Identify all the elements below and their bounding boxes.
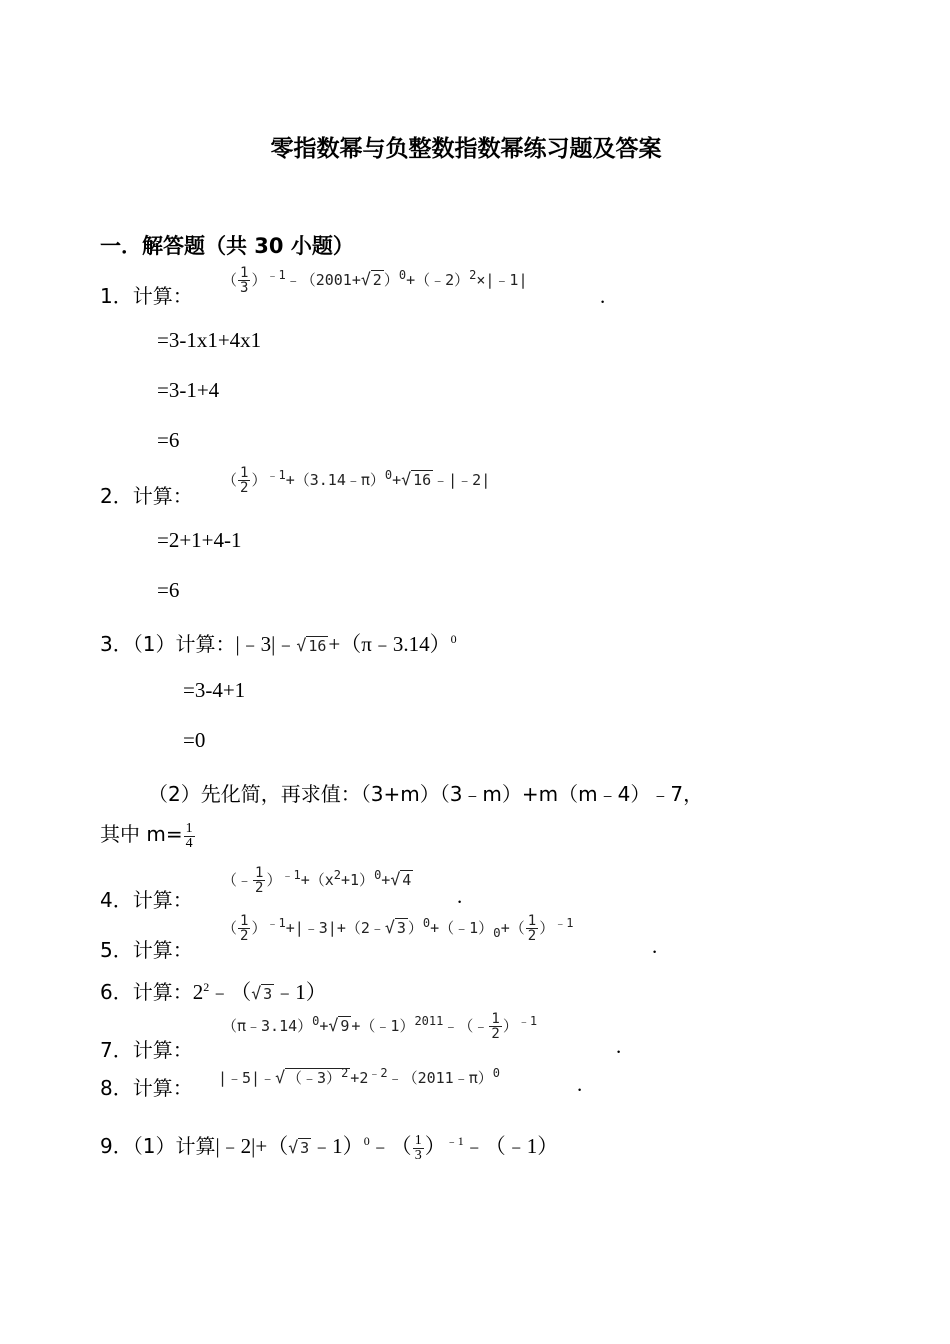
- problem-number: 5．计算：: [100, 938, 193, 962]
- problem-1-expression: （ $\frac{1}{3}$ ）$^{﹣1}$﹣（2001+√ 2 ）$^0$+（﹣2）$^2$×|﹣1|: [222, 265, 528, 296]
- problem-number: 9．（1）计算: [100, 1134, 216, 1158]
- period: .: [600, 284, 606, 308]
- problem-number: 4．计算：: [100, 888, 193, 912]
- problem-9: 9．（1）计算|﹣2|+（√ 3﹣1）$^0$﹣（ $\frac{1}{3}$ ）$^{﹣1}$﹣（﹣1）: [100, 1132, 559, 1163]
- problem-2-expression: （ $\frac{1}{2}$ ）$^{﹣1}$+（3.14﹣π）$^0$+√ 16 ﹣|﹣2|: [222, 465, 491, 496]
- solution-step: =3-1x1+4x1: [157, 328, 262, 352]
- problem-7-expression: （π﹣3.14）$^0$+√ 9 +（﹣1）$^{2011}$﹣（﹣ $\frac{1}{2}$ ）$^{﹣1}$: [222, 1011, 538, 1042]
- problem-3-part-2: （2）先化简，再求值：（3+m）（3﹣m）+m（m﹣4）﹣7，: [148, 782, 704, 806]
- problem-number: 2．计算：: [100, 484, 193, 508]
- problem-4-expression: （﹣ $\frac{1}{2}$ ）$^{﹣1}+(x^2+1)^0+√$ 4: [222, 865, 412, 896]
- problem-5: [100, 934, 193, 963]
- period: .: [652, 934, 658, 958]
- problem-6: 6．计算：$2^2﹣(√$ 3﹣1）: [100, 980, 327, 1004]
- solution-step: =6: [157, 578, 180, 602]
- problem-number: 1．计算：: [100, 284, 193, 308]
- solution-step: =0: [183, 728, 206, 752]
- problem-3: 3．（1）计算：|﹣3|﹣√ 16+（π﹣3.14）$^0$: [100, 632, 457, 656]
- problem-8: [100, 1072, 193, 1101]
- section-heading: 一．解答题（共 30 小题）: [100, 234, 354, 258]
- period: .: [616, 1034, 622, 1058]
- solution-step: =3-1+4: [157, 378, 220, 402]
- problem-4: [100, 884, 193, 913]
- solution-step: =6: [157, 428, 180, 452]
- problem-number: 6．计算：: [100, 980, 193, 1004]
- problem-8-expression: |﹣5|﹣√ （﹣3）$^2$ $+2^{﹣2}﹣(2011﹣\pi)^0$: [218, 1066, 500, 1087]
- page-title: 零指数幂与负整数指数幂练习题及答案: [270, 136, 662, 162]
- problem-number: 3．（1）计算：: [100, 632, 236, 656]
- problem-3-condition: 其中 m= $\frac{1}{4}$: [100, 820, 193, 851]
- problem-2: [100, 480, 193, 509]
- solution-step: =3-4+1: [183, 678, 246, 702]
- period: .: [457, 884, 463, 908]
- problem-7: [100, 1034, 193, 1063]
- problem-number: 8．计算：: [100, 1076, 193, 1100]
- period: .: [577, 1072, 583, 1096]
- problem-5-expression: （ $\frac{1}{2}$ ）$^{﹣1}$+|﹣3|+（2﹣√ 3 ）$^0+(﹣1)_0+$（ $\frac{1}{2}$ ）$^{﹣1}$: [222, 913, 574, 944]
- problem-number: 7．计算：: [100, 1038, 193, 1062]
- problem-1: [100, 280, 193, 309]
- solution-step: =2+1+4-1: [157, 528, 242, 552]
